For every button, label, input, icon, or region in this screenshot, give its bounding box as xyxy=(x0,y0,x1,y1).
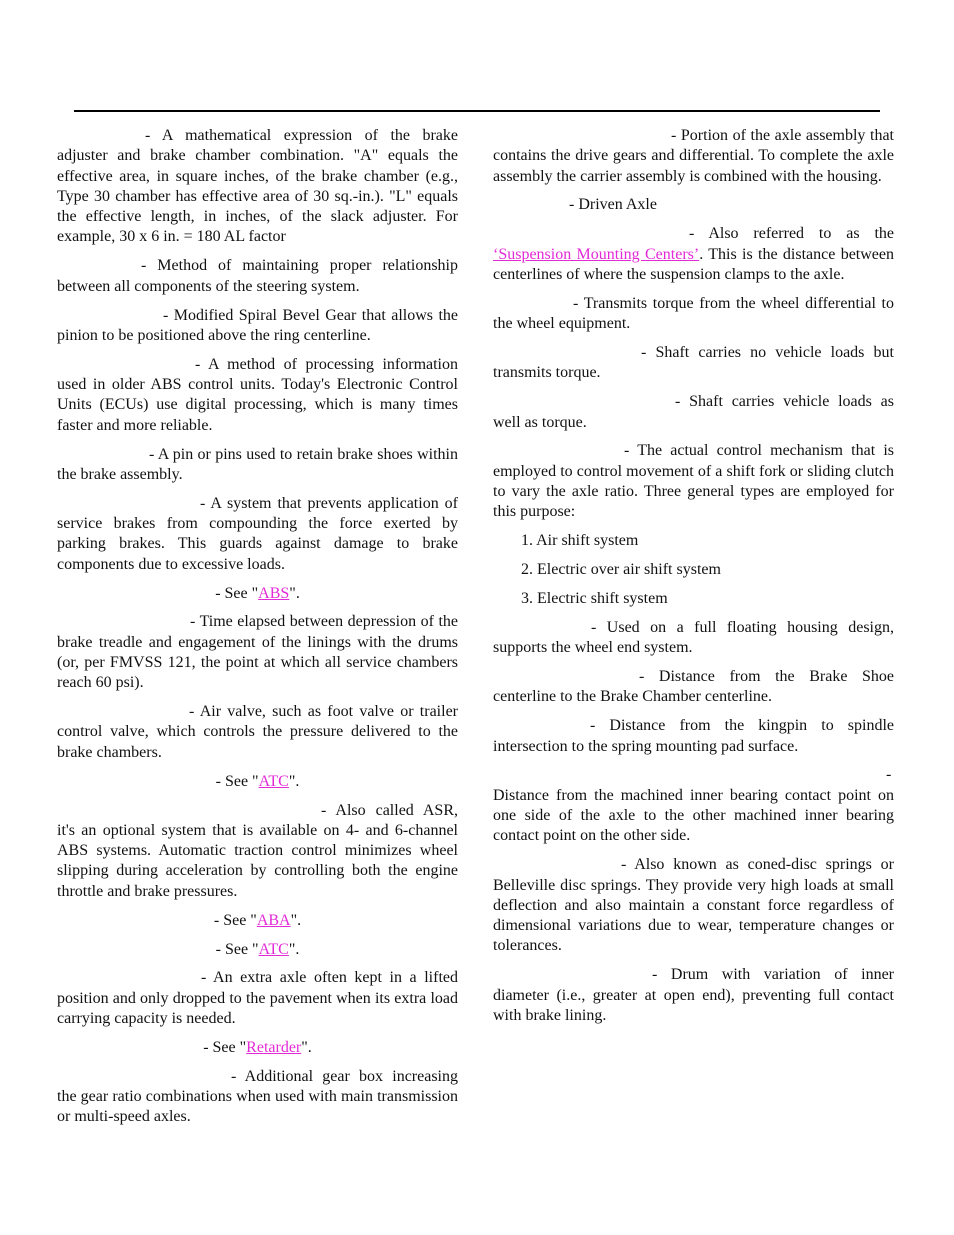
link-aba[interactable]: ABA xyxy=(256,911,291,929)
list-item-electric-shift: 3. Electric shift system xyxy=(521,589,668,607)
definition-king-pin-offset: - Distance from the kingpin to spindle intersection to the spring mounting pad surface. xyxy=(493,717,894,755)
link-atc-2[interactable]: ATC xyxy=(258,940,289,958)
definition-al-factor: - A mathematical expression of the brake adjuster and brake chamber combination. "A" equals the effective area, in square inches, of the brake chamber (e.g., Type 30 chamber has effective area of 30 sq.-in.). "L" equals the effective length, in inches, of the slack adjuster. For example, 30 x 6 in. = 180 AL factor xyxy=(57,127,458,246)
definition-see-abs: - See "ABS". xyxy=(215,584,300,602)
definition-axle-drive: - Driven Axle xyxy=(569,196,657,214)
definition-bell-mouthed-drum: - Drum with variation of inner diameter (i.e., greater at open end), preventing full contact with brake lining. xyxy=(493,966,894,1024)
definition-axle-shaft: - Transmits torque from the wheel differential to the wheel equipment. xyxy=(493,294,894,333)
definition-full-floating-shaft: - Shaft carries no vehicle loads but transmits torque. xyxy=(493,344,894,382)
definition-anti-compounding: - A system that prevents application of service brakes from compounding the force exerted by parking brakes. This guards against damage to brake components due to excessive loads. xyxy=(57,494,458,573)
header-rule xyxy=(74,110,880,112)
list-item-air-shift: 1. Air shift system xyxy=(521,532,639,550)
link-abs[interactable]: ABS xyxy=(258,584,290,602)
right-column xyxy=(493,126,894,1035)
definition-auxiliary-axle: - An extra axle often kept in a lifted position and only dropped to the pavement when its extra load carrying capacity is needed. xyxy=(57,969,458,1027)
definition-semi-floating-shaft: - Shaft carries vehicle loads as well as torque. xyxy=(493,393,894,431)
definition-anchor-pin: - A pin or pins used to retain brake shoes within the brake assembly. xyxy=(57,445,458,483)
definition-see-aba: - See "ABA". xyxy=(213,911,302,929)
definition-see-retarder: - See "Retarder". xyxy=(203,1038,312,1056)
link-suspension-mounting-centers[interactable]: ‘Suspension Mounting Centers’ xyxy=(493,245,700,263)
left-column xyxy=(57,126,458,1136)
list-item-electric-over-air-shift: 2. Electric over air shift system xyxy=(521,561,721,579)
definition-bearing-spread: - Distance from the machined inner bearing contact point on one side of the axle to the other machined inner bearing contact point on the other side. xyxy=(493,766,894,845)
definition-application-valve: - Air valve, such as foot valve or trailer control valve, which controls the pressure delivered to the brake chambers. xyxy=(57,703,458,761)
definition-analog-processing: - A method of processing information used in older ABS control units. Today's Electronic Control Units (ECUs) use digital processing, which is many times faster and more reliable. xyxy=(57,355,458,434)
definition-axle-spring-centers: - Also referred to as the ‘Suspension Mounting Centers’. This is the distance between centerlines of where the suspension clamps to the axle. xyxy=(493,225,894,283)
definition-axle-carrier: - Portion of the axle assembly that contains the drive gears and differential. To complete the axle assembly the carrier assembly is combined with the housing. xyxy=(493,127,894,185)
definition-auxiliary-transmission: - Additional gear box increasing the gear ratio combinations when used with main transmission or multi-speed axles. xyxy=(57,1067,458,1126)
definition-belleville-springs: - Also known as coned-disc springs or Belleville disc springs. They provide very high loads at small deflection and also maintain a constant force regardless of dimensional variations due to wear, temperature changes or tolerances. xyxy=(493,856,894,955)
definition-alignment: - Method of maintaining proper relationship between all components of the steering system. xyxy=(57,257,458,295)
definition-application-time: - Time elapsed between depression of the brake treadle and engagement of the linings with the drums (or, per FMVSS 121, the point at which all service chambers reach 60 psi). xyxy=(57,613,458,692)
definition-see-atc-1: - See "ATC". xyxy=(215,772,300,790)
definition-hypoid-gear: - Modified Spiral Bevel Gear that allows the pinion to be positioned above the ring centerline. xyxy=(57,306,458,344)
definition-automatic-traction-control: - Also called ASR, it's an optional system that is available on 4- and 6-channel ABS systems. Automatic traction control minimizes wheel slipping during acceleration by controlling both the engine throttle and brake pressures. xyxy=(57,801,458,900)
link-retarder[interactable]: Retarder xyxy=(246,1038,302,1056)
definition-axle-shift-unit: - The actual control mechanism that is employed to control movement of a shift fork or sliding clutch to vary the axle ratio. Three general types are employed for this purpose: xyxy=(493,442,894,521)
definition-brake-offset: - Distance from the Brake Shoe centerline to the Brake Chamber centerline. xyxy=(493,668,894,706)
link-atc[interactable]: ATC xyxy=(258,772,289,790)
definition-axle-spindle: - Used on a full floating housing design, supports the wheel end system. xyxy=(493,618,894,657)
definition-see-atc-2: - See "ATC". xyxy=(215,940,300,958)
